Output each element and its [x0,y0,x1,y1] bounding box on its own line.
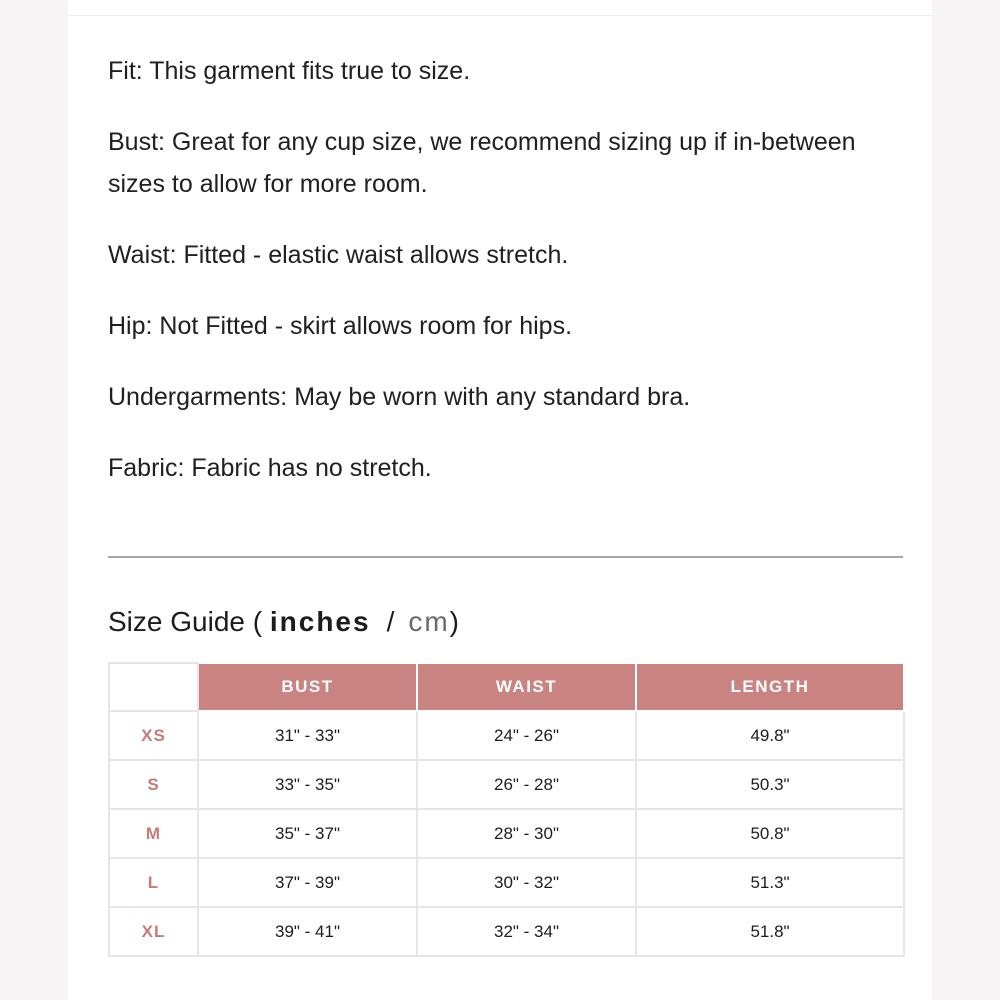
size-label: S [109,760,198,809]
waist-cell: 28" - 30" [417,809,636,858]
size-label: L [109,858,198,907]
waist-text: Waist: Fitted - elastic waist allows stretch. [108,241,569,269]
table-row [109,907,904,956]
undergarments-text: Undergarments: May be worn with any standard bra. [108,383,691,411]
header-corner [109,663,198,711]
waist-cell: 30" - 32" [417,858,636,907]
waist-cell: 24" - 26" [417,711,636,760]
length-cell: 49.8" [636,711,904,760]
top-divider [68,15,932,16]
table-row [109,809,904,858]
unit-toggle-inches[interactable]: inches [269,606,371,637]
bust-cell: 37" - 39" [198,858,417,907]
length-cell: 51.8" [636,907,904,956]
unit-separator: / [386,606,395,637]
fit-text: Fit: This garment fits true to size. [108,57,471,85]
waist-cell: 26" - 28" [417,760,636,809]
open-paren: ( [252,606,263,637]
product-details-panel [68,0,932,1000]
table-header-row [109,663,904,711]
size-label: M [109,809,198,858]
header-length: LENGTH [636,663,904,711]
size-guide-heading [108,601,459,643]
close-paren: ) [449,606,459,637]
waist-cell: 32" - 34" [417,907,636,956]
bust-text: Bust: Great for any cup size, we recommend sizing up if in-between sizes to allow for more room. [108,128,856,198]
length-cell: 50.8" [636,809,904,858]
table-row [109,711,904,760]
length-cell: 50.3" [636,760,904,809]
hip-text: Hip: Not Fitted - skirt allows room for hips. [108,312,573,340]
header-bust: BUST [198,663,417,711]
bust-cell: 35" - 37" [198,809,417,858]
size-label: XL [109,907,198,956]
bust-cell: 33" - 35" [198,760,417,809]
size-guide-title: Size Guide [108,606,245,637]
header-waist: WAIST [417,663,636,711]
section-divider [108,556,903,558]
fit-description [108,50,868,518]
table-row [109,858,904,907]
table-row [109,760,904,809]
fabric-text: Fabric: Fabric has no stretch. [108,454,432,482]
size-chart-table [108,662,905,957]
bust-cell: 39" - 41" [198,907,417,956]
length-cell: 51.3" [636,858,904,907]
bust-cell: 31" - 33" [198,711,417,760]
unit-toggle-cm[interactable]: cm [408,606,450,637]
size-label: XS [109,711,198,760]
